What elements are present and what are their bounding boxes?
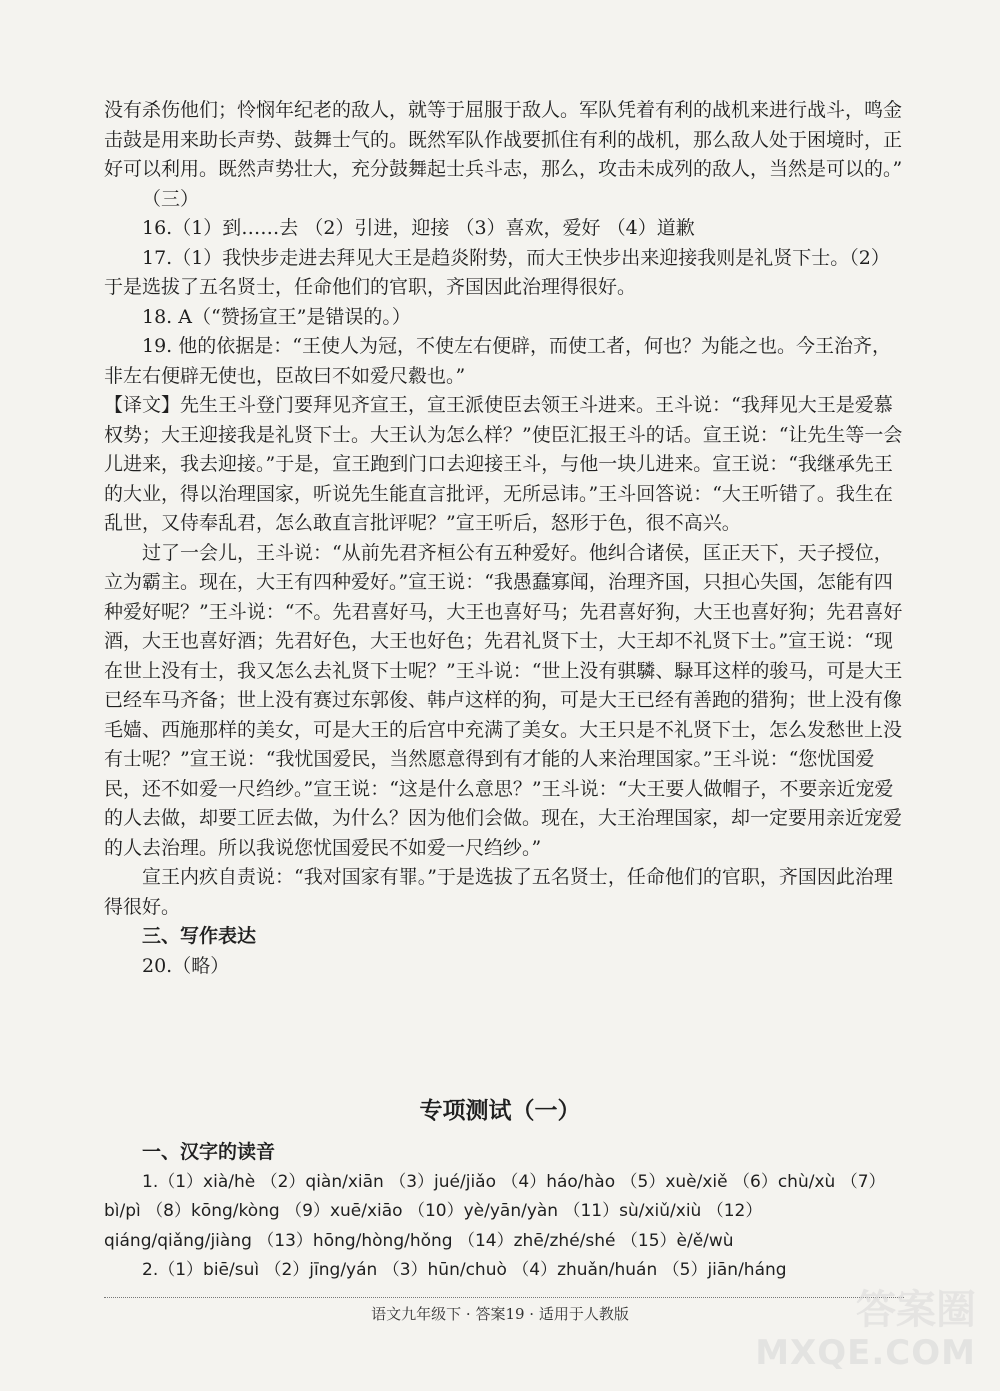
answer-2: 2.（1）biē/suì （2）jīng/yán （3）hūn/chuò （4）zhuǎn/huán （5）jiān/háng	[142, 1260, 787, 1280]
page-footer: 语文九年级下 · 答案19 · 适用于人教版	[371, 1305, 629, 1323]
watermark-top-text: 答案圈	[856, 1287, 976, 1333]
answer-16: 16.（1）到……去 （2）引进，迎接 （3）喜欢，爱好 （4）道歉	[142, 217, 695, 239]
answer-17: 17.（1）我快步走进去拜见大王是趋炎附势，而大王快步出来迎接我则是礼贤下士。（2）于是选拔了五名贤士，任命他们的官职，齐国因此治理得很好。	[104, 246, 890, 298]
writing-heading: 三、写作表达	[142, 925, 257, 947]
watermark-logo	[755, 1278, 982, 1373]
lower-text-block	[104, 1138, 904, 1286]
section-title: 专项测试（一）	[419, 1098, 581, 1124]
translation-para-2: 过了一会儿，王斗说：“从前先君齐桓公有五种爱好。他纠合诸侯，匡正天下，天子授位，立为霸主。现在，大王有四种爱好。”宣王说：“我愚蠢寡闻，治理齐国，只担心失国，怎能有四种爱好呢？”王斗说：“不。先君喜好马，大王也喜好马；先君喜好狗，大王也喜好狗；先君喜好酒，大王也喜好酒；先君好色，大王也好色；先君礼贤下士，大王却不礼贤下士。”宣王说：“现在世上没有士，我又怎么去礼贤下士呢？”王斗说：“世上没有骐驎、騄耳这样的骏马，可是大王已经车马齐备；世上没有赛过东郭俊、韩卢这样的狗，可是大王已经有善跑的猎狗；世上没有像毛嫱、西施那样的美女，可是大王的后宫中充满了美女。大王只是不礼贤下士，怎么发愁世上没有士呢？”宣王说：“我忧国爱民，当然愿意得到有才能的人来治理国家。”王斗说：“您忧国爱民，还不如爱一尺绉纱。”宣王说：“这是什么意思？”王斗说：“大王要人做帽子，不要亲近宠爱的人去做，却要工匠去做，为什么？因为他们会做。现在，大王治理国家，却一定要用亲近宠爱的人去治理。所以我说您忧国爱民不如爱一尺绉纱。”	[104, 541, 903, 859]
translation-para-1: 【译文】先生王斗登门要拜见齐宣王，宣王派使臣去领王斗进来。王斗说：“我拜见大王是爱慕权势；大王迎接我是礼贤下士。大王认为怎么样？”使臣汇报王斗的话。宣王说：“让先生等一会儿进来，我去迎接。”于是，宣王跑到门口去迎接王斗，与他一块儿进来。宣王说：“我继承先王的大业，得以治理国家，听说先生能直言批评，无所忌讳。”王斗回答说：“大王听错了。我生在乱世，又侍奉乱君，怎么敢直言批评呢？”宣王听后，怒形于色，很不高兴。	[104, 394, 903, 534]
paragraph-part-3: （三）	[142, 187, 200, 210]
upper-text-block	[104, 96, 904, 981]
pronunciation-heading: 一、汉字的读音	[142, 1141, 276, 1163]
answer-19: 19. 他的依据是：“王使人为冠，不使左右便辟，而使工者，何也？为能之也。今王治齐，非左右便辟无使也，臣故曰不如爱尺縠也。”	[104, 335, 891, 387]
paragraph-1: 没有杀伤他们；怜悯年纪老的敌人，就等于屈服于敌人。军队凭着有利的战机来进行战斗，鸣金击鼓是用来助长声势、鼓舞士气的。既然军队作战要抓住有利的战机，那么敌人处于困境时，正好可以利用。既然声势壮大，充分鼓舞起士兵斗志，那么，攻击未成列的敌人，当然是可以的。”	[104, 99, 903, 180]
answer-1: 1.（1）xià/hè （2）qiàn/xiān （3）jué/jiǎo （4）háo/hào （5）xuè/xiě （6）chù/xù （7）bì/pì （8）kōng/kòng （9）xuē/xiāo （10）yè/yān/yàn （11）sù/xiǔ/xiù （12）qiáng/qiǎng/jiàng （13）hōng/hòng/hǒng （14）zhē/zhé/shé （15）è/ě/wù	[104, 1171, 886, 1251]
answer-20: 20.（略）	[142, 954, 230, 977]
answer-18: 18. A（“赞扬宣王”是错误的。）	[142, 305, 411, 328]
translation-para-3: 宣王内疚自责说：“我对国家有罪。”于是选拔了五名贤士，任命他们的官职，齐国因此治理得很好。	[104, 866, 893, 918]
watermark-bottom-text: MXQE.COM	[755, 1333, 976, 1373]
